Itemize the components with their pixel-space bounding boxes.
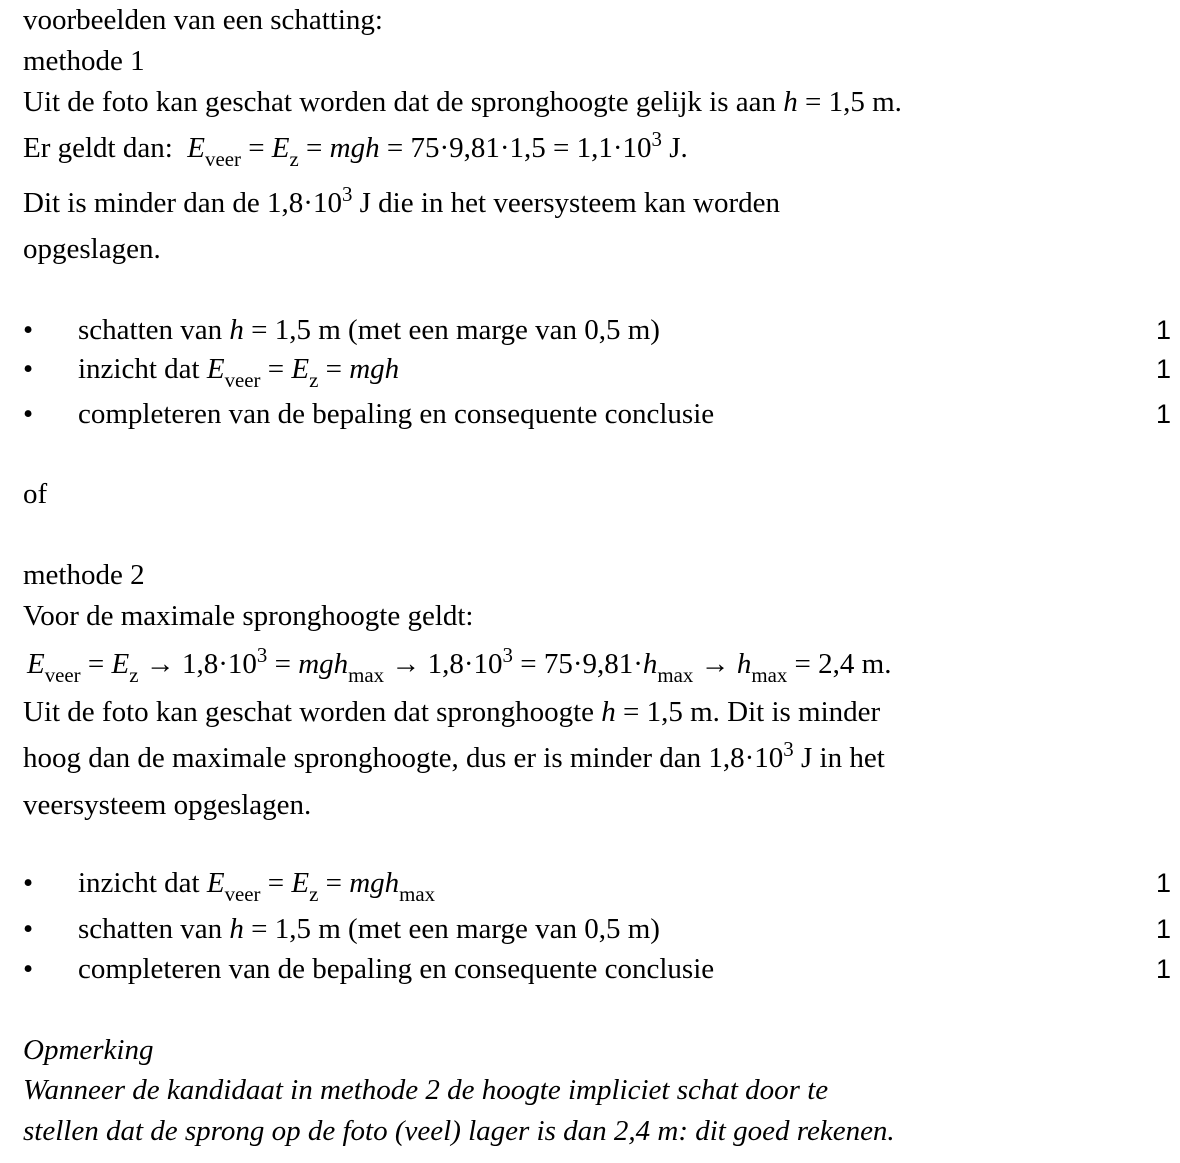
method-separator: of bbox=[23, 478, 48, 510]
intro-heading: voorbeelden van een schatting: bbox=[23, 4, 383, 36]
method2-paragraph-2: Uit de foto kan geschat worden dat spronghoogte h = 1,5 m. Dit is minder bbox=[23, 696, 881, 728]
criterion-text: schatten van h = 1,5 m (met een marge van 0,5 m) bbox=[78, 913, 660, 945]
method1-title: methode 1 bbox=[23, 45, 145, 77]
criterion-score: 1 bbox=[1156, 868, 1172, 898]
criterion-score: 1 bbox=[1156, 354, 1172, 384]
bullet: • bbox=[23, 867, 34, 899]
criterion-text: schatten van h = 1,5 m (met een marge van 0,5 m) bbox=[78, 314, 660, 346]
remark-line-1: Wanneer de kandidaat in methode 2 de hoogte impliciet schat door te bbox=[23, 1074, 829, 1106]
method1-paragraph-4: opgeslagen. bbox=[23, 233, 161, 265]
criterion-score: 1 bbox=[1156, 399, 1172, 429]
bullet: • bbox=[23, 953, 34, 985]
bullet: • bbox=[23, 353, 34, 385]
criterion-score: 1 bbox=[1156, 954, 1172, 984]
method1-equation-line: Er geldt dan: $E_{veer} = E_z$ = mgh = $75\cdot 9,81\cdot 1,5 = 1,1\cdot 10^3$ J. bbox=[23, 126, 688, 171]
method2-title: methode 2 bbox=[23, 559, 145, 591]
method1-paragraph-3: Dit is minder dan de $1,8\cdot 10^3$ J die in het veersysteem kan worden bbox=[23, 181, 781, 219]
method2-paragraph-3: hoog dan de maximale spronghoogte, dus er is minder dan $1,8\cdot 10^3$ J in het bbox=[23, 736, 885, 774]
method2-paragraph-4: veersysteem opgeslagen. bbox=[23, 789, 312, 821]
method2-formula: $E_{veer} = E_z \to 1,8\cdot 10^3 = mgh_{max} \to 1,8\cdot 10^3 = 75\cdot 9,81\cdot h_{max} \to h_{max} = 2,4$ m. bbox=[27, 642, 892, 687]
remark-line-2: stellen dat de sprong op de foto (veel) lager is dan 2,4 m: dit goed rekenen. bbox=[23, 1115, 895, 1147]
criterion-score: 1 bbox=[1156, 914, 1172, 944]
criterion-text: completeren van de bepaling en consequente conclusie bbox=[78, 398, 715, 430]
criterion-score: 1 bbox=[1156, 315, 1172, 345]
criterion-text: inzicht dat $E_{veer} = E_z = mgh_{max}$ bbox=[78, 867, 436, 906]
criterion-text: inzicht dat $E_{veer} = E_z$ = mgh bbox=[78, 353, 400, 392]
method1-paragraph-1: Uit de foto kan geschat worden dat de spronghoogte gelijk is aan h = 1,5 m. bbox=[23, 86, 902, 118]
criterion-text: completeren van de bepaling en consequente conclusie bbox=[78, 953, 715, 985]
bullet: • bbox=[23, 314, 34, 346]
bullet: • bbox=[23, 398, 34, 430]
method2-paragraph-1: Voor de maximale spronghoogte geldt: bbox=[23, 600, 474, 632]
bullet: • bbox=[23, 913, 34, 945]
remark-title: Opmerking bbox=[23, 1034, 154, 1066]
